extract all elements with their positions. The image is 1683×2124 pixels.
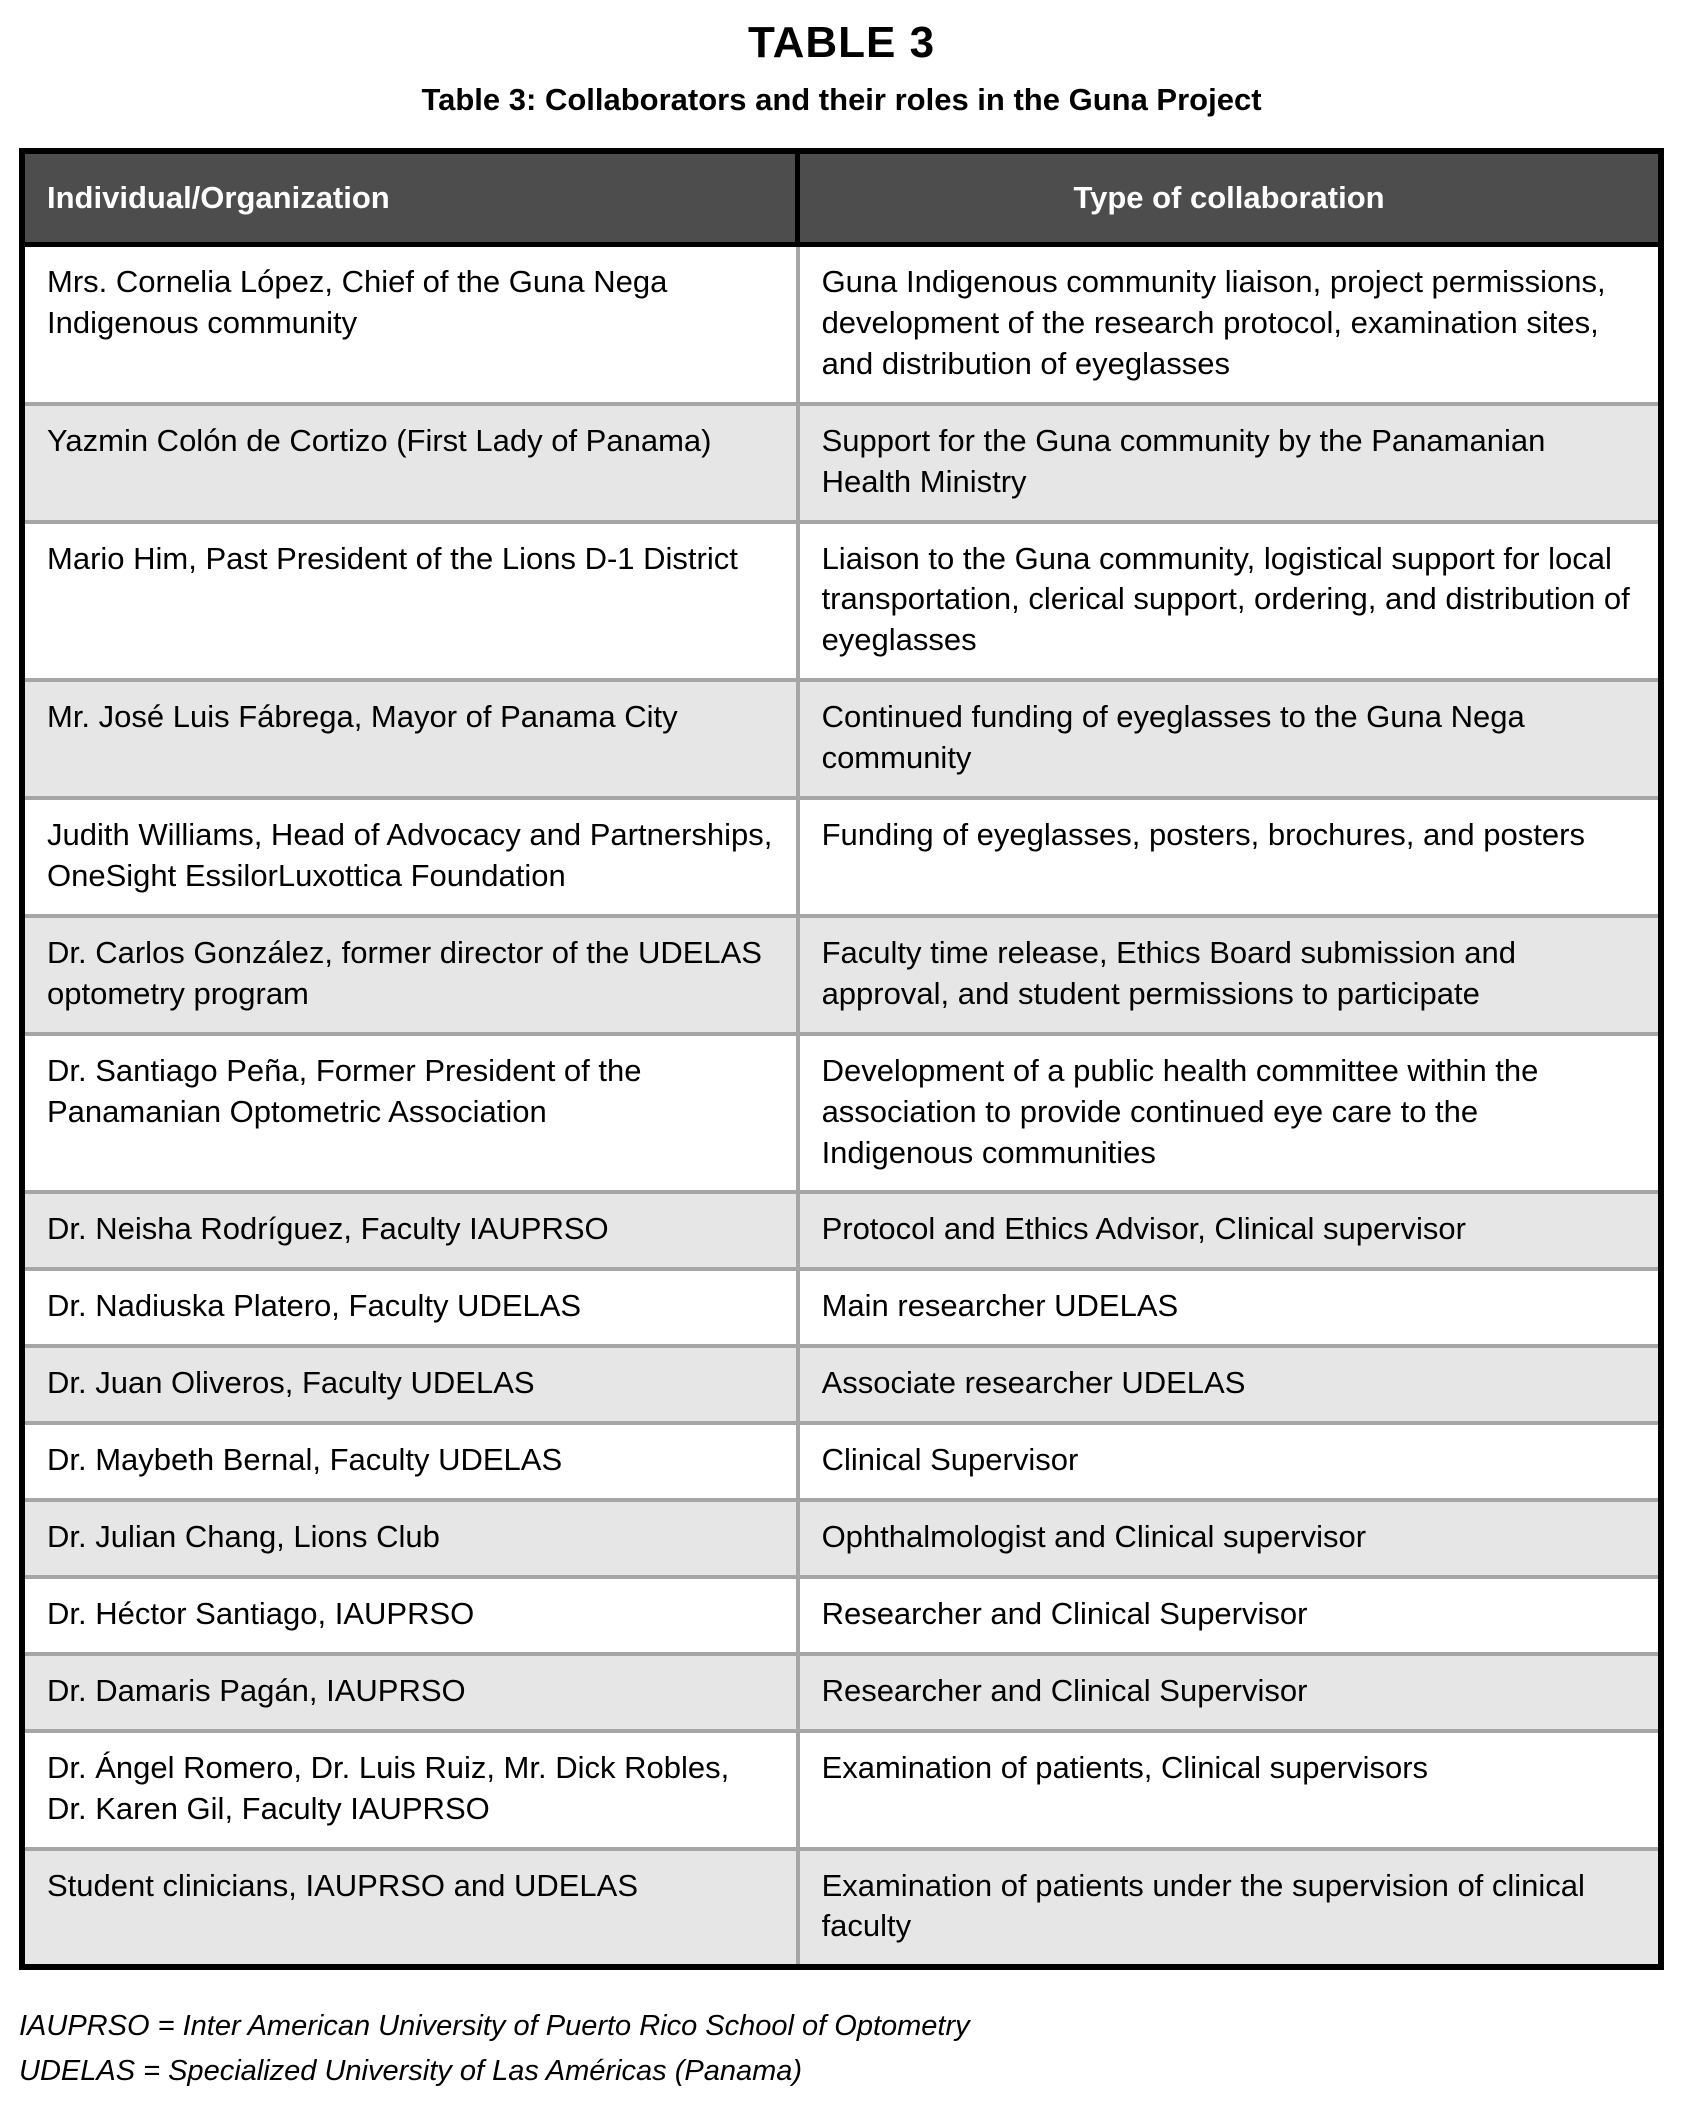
cell-collaboration: Clinical Supervisor xyxy=(798,1423,1661,1500)
cell-collaboration: Ophthalmologist and Clinical supervisor xyxy=(798,1500,1661,1577)
table-row xyxy=(22,522,1661,681)
table-row xyxy=(22,1849,1661,1968)
table-row xyxy=(22,1423,1661,1500)
table-row xyxy=(22,1269,1661,1346)
cell-individual: Yazmin Colón de Cortizo (First Lady of Panama) xyxy=(22,404,798,522)
cell-collaboration: Researcher and Clinical Supervisor xyxy=(798,1577,1661,1654)
cell-collaboration: Examination of patients under the supervision of clinical faculty xyxy=(798,1849,1661,1968)
table-row xyxy=(22,798,1661,916)
table-row xyxy=(22,1577,1661,1654)
footnotes xyxy=(19,2004,1664,2094)
cell-individual: Dr. Juan Oliveros, Faculty UDELAS xyxy=(22,1346,798,1423)
cell-individual: Judith Williams, Head of Advocacy and Partnerships, OneSight EssilorLuxottica Foundation xyxy=(22,798,798,916)
column-header-type-of-collaboration: Type of collaboration xyxy=(798,151,1661,245)
column-header-individual-organization: Individual/Organization xyxy=(22,151,798,245)
table-row xyxy=(22,916,1661,1034)
cell-collaboration: Funding of eyeglasses, posters, brochures, and posters xyxy=(798,798,1661,916)
cell-collaboration: Protocol and Ethics Advisor, Clinical supervisor xyxy=(798,1192,1661,1269)
table-caption: Table 3: Collaborators and their roles in the Guna Project xyxy=(421,82,1262,117)
table-row xyxy=(22,1731,1661,1849)
cell-individual: Dr. Damaris Pagán, IAUPRSO xyxy=(22,1654,798,1731)
cell-individual: Dr. Santiago Peña, Former President of the Panamanian Optometric Association xyxy=(22,1034,798,1193)
table-row xyxy=(22,1500,1661,1577)
cell-collaboration: Associate researcher UDELAS xyxy=(798,1346,1661,1423)
footnote-iauprso: IAUPRSO = Inter American University of Puerto Rico School of Optometry xyxy=(19,2010,970,2043)
cell-collaboration: Development of a public health committee within the association to provide continued eye care to the Indigenous communities xyxy=(798,1034,1661,1193)
table-row xyxy=(22,680,1661,798)
cell-individual: Dr. Ángel Romero, Dr. Luis Ruiz, Mr. Dick Robles, Dr. Karen Gil, Faculty IAUPRSO xyxy=(22,1731,798,1849)
table-row xyxy=(22,404,1661,522)
cell-collaboration: Faculty time release, Ethics Board submission and approval, and student permissions to participate xyxy=(798,916,1661,1034)
cell-collaboration: Main researcher UDELAS xyxy=(798,1269,1661,1346)
cell-individual: Dr. Maybeth Bernal, Faculty UDELAS xyxy=(22,1423,798,1500)
table-row xyxy=(22,1034,1661,1193)
cell-collaboration: Examination of patients, Clinical supervisors xyxy=(798,1731,1661,1849)
cell-individual: Dr. Héctor Santiago, IAUPRSO xyxy=(22,1577,798,1654)
header-row xyxy=(22,151,1661,245)
table-row xyxy=(22,1192,1661,1269)
table-row xyxy=(22,1346,1661,1423)
collaborators-table xyxy=(19,148,1664,1970)
footnote-udelas: UDELAS = Specialized University of Las Américas (Panama) xyxy=(19,2055,803,2088)
cell-individual: Mario Him, Past President of the Lions D-1 District xyxy=(22,522,798,681)
cell-individual: Dr. Carlos González, former director of the UDELAS optometry program xyxy=(22,916,798,1034)
table-row xyxy=(22,1654,1661,1731)
cell-individual: Student clinicians, IAUPRSO and UDELAS xyxy=(22,1849,798,1968)
table-header xyxy=(22,151,1661,245)
cell-individual: Mr. José Luis Fábrega, Mayor of Panama City xyxy=(22,680,798,798)
cell-individual: Dr. Julian Chang, Lions Club xyxy=(22,1500,798,1577)
page-title: TABLE 3 xyxy=(747,18,936,67)
cell-collaboration: Guna Indigenous community liaison, project permissions, development of the research protocol, examination sites, and distribution of eyeglasses xyxy=(798,245,1661,404)
cell-collaboration: Liaison to the Guna community, logistical support for local transportation, clerical support, ordering, and distribution of eyeglasses xyxy=(798,522,1661,681)
table-row xyxy=(22,245,1661,404)
cell-individual: Mrs. Cornelia López, Chief of the Guna Nega Indigenous community xyxy=(22,245,798,404)
table-body xyxy=(22,245,1661,1968)
cell-collaboration: Support for the Guna community by the Panamanian Health Ministry xyxy=(798,404,1661,522)
cell-collaboration: Continued funding of eyeglasses to the Guna Nega community xyxy=(798,680,1661,798)
cell-individual: Dr. Neisha Rodríguez, Faculty IAUPRSO xyxy=(22,1192,798,1269)
cell-collaboration: Researcher and Clinical Supervisor xyxy=(798,1654,1661,1731)
cell-individual: Dr. Nadiuska Platero, Faculty UDELAS xyxy=(22,1269,798,1346)
